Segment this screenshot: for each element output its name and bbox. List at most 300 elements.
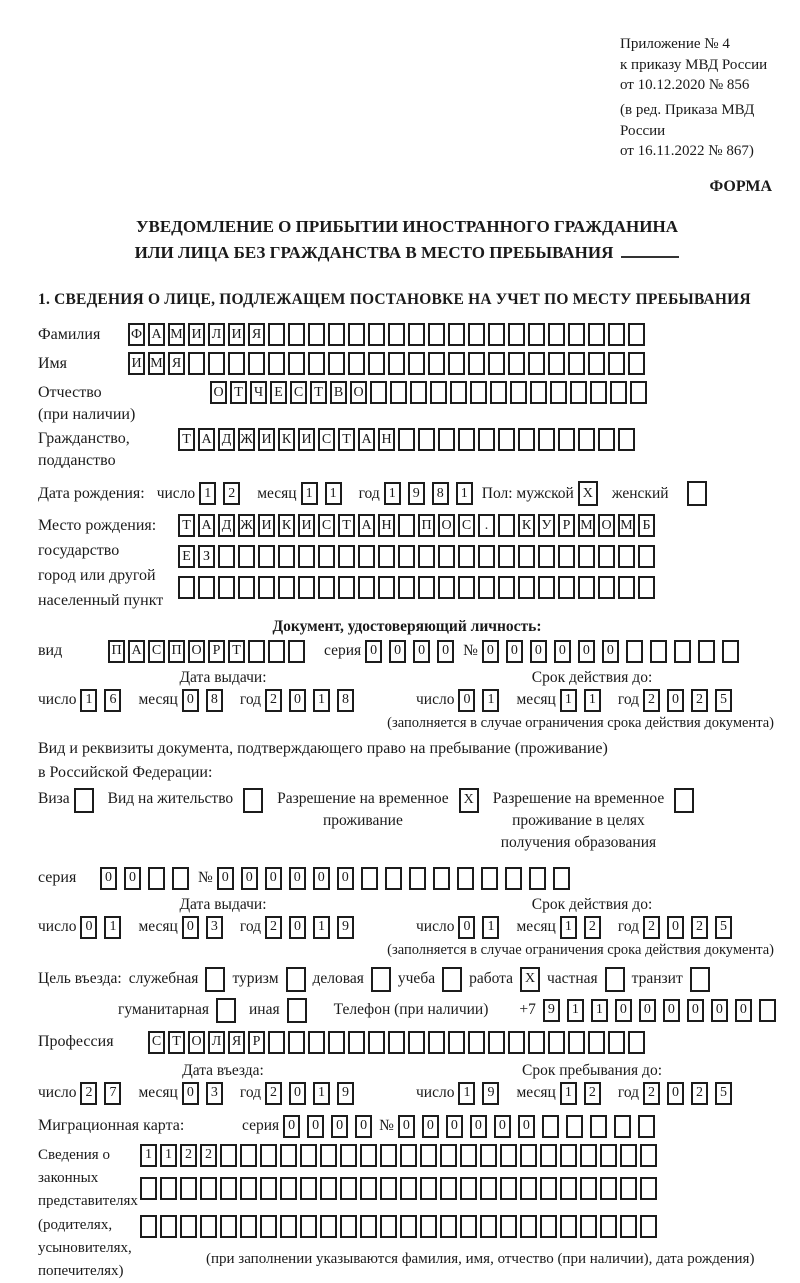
char-box[interactable]: А — [128, 640, 145, 663]
char-box[interactable] — [280, 1177, 297, 1200]
char-box[interactable]: X — [520, 967, 540, 992]
char-box[interactable]: М — [618, 514, 635, 537]
char-box[interactable] — [542, 1115, 559, 1138]
char-box[interactable] — [548, 1031, 565, 1054]
char-box[interactable]: 8 — [206, 689, 223, 712]
char-box[interactable]: И — [298, 514, 315, 537]
char-box[interactable] — [380, 1215, 397, 1238]
char-box[interactable] — [520, 1215, 537, 1238]
char-box[interactable] — [498, 428, 515, 451]
char-box[interactable]: А — [148, 323, 165, 346]
char-box[interactable]: 0 — [667, 689, 684, 712]
char-box[interactable] — [172, 867, 189, 890]
char-box[interactable]: 2 — [200, 1144, 217, 1167]
char-box[interactable]: 0 — [217, 867, 234, 890]
char-box[interactable]: 0 — [506, 640, 523, 663]
char-box[interactable] — [340, 1144, 357, 1167]
char-box[interactable] — [508, 352, 525, 375]
char-box[interactable] — [268, 323, 285, 346]
char-box[interactable] — [348, 352, 365, 375]
char-box[interactable]: 1 — [384, 482, 401, 505]
char-box[interactable]: 0 — [80, 916, 97, 939]
char-box[interactable] — [433, 867, 450, 890]
char-box[interactable]: Я — [228, 1031, 245, 1054]
char-box[interactable]: Т — [178, 514, 195, 537]
char-box[interactable] — [614, 1115, 631, 1138]
char-box[interactable] — [388, 323, 405, 346]
char-box[interactable]: Т — [178, 428, 195, 451]
char-box[interactable] — [409, 867, 426, 890]
char-box[interactable] — [348, 1031, 365, 1054]
char-box[interactable] — [568, 352, 585, 375]
char-box[interactable] — [529, 867, 546, 890]
char-box[interactable] — [540, 1215, 557, 1238]
char-box[interactable] — [610, 381, 627, 404]
char-box[interactable]: 1 — [560, 916, 577, 939]
char-box[interactable] — [398, 514, 415, 537]
char-box[interactable] — [380, 1177, 397, 1200]
char-box[interactable] — [468, 1031, 485, 1054]
char-box[interactable] — [338, 576, 355, 599]
char-box[interactable]: Т — [338, 514, 355, 537]
purpose-official-checkbox[interactable] — [205, 967, 225, 992]
char-box[interactable]: 0 — [265, 867, 282, 890]
char-box[interactable] — [74, 788, 94, 813]
char-box[interactable]: . — [478, 514, 495, 537]
char-box[interactable]: Ж — [238, 428, 255, 451]
char-box[interactable]: 0 — [687, 999, 704, 1022]
char-box[interactable] — [388, 1031, 405, 1054]
char-box[interactable] — [385, 867, 402, 890]
char-box[interactable] — [418, 545, 435, 568]
char-box[interactable] — [457, 867, 474, 890]
char-box[interactable] — [638, 545, 655, 568]
char-box[interactable]: М — [578, 514, 595, 537]
char-box[interactable] — [566, 1115, 583, 1138]
char-box[interactable] — [418, 576, 435, 599]
char-box[interactable]: 1 — [199, 482, 216, 505]
char-box[interactable]: В — [330, 381, 347, 404]
char-box[interactable] — [548, 352, 565, 375]
char-box[interactable] — [540, 1144, 557, 1167]
char-box[interactable] — [298, 545, 315, 568]
char-box[interactable] — [558, 545, 575, 568]
char-box[interactable] — [481, 867, 498, 890]
char-box[interactable]: 9 — [337, 1082, 354, 1105]
char-box[interactable]: О — [598, 514, 615, 537]
char-box[interactable] — [759, 999, 776, 1022]
char-box[interactable]: Я — [248, 323, 265, 346]
char-box[interactable]: 0 — [458, 689, 475, 712]
char-box[interactable]: Е — [178, 545, 195, 568]
char-box[interactable] — [560, 1144, 577, 1167]
char-box[interactable] — [618, 576, 635, 599]
char-box[interactable] — [318, 576, 335, 599]
char-box[interactable] — [598, 545, 615, 568]
char-box[interactable] — [358, 576, 375, 599]
char-box[interactable]: 2 — [643, 1082, 660, 1105]
char-box[interactable] — [180, 1215, 197, 1238]
char-box[interactable]: И — [258, 428, 275, 451]
char-box[interactable]: 1 — [567, 999, 584, 1022]
char-box[interactable] — [628, 323, 645, 346]
char-box[interactable]: О — [350, 381, 367, 404]
char-box[interactable] — [605, 967, 625, 992]
char-box[interactable]: 0 — [458, 916, 475, 939]
char-box[interactable]: 9 — [408, 482, 425, 505]
char-box[interactable]: З — [198, 545, 215, 568]
char-box[interactable]: Н — [378, 514, 395, 537]
char-box[interactable]: X — [578, 481, 598, 506]
char-box[interactable] — [638, 1115, 655, 1138]
char-box[interactable]: 0 — [365, 640, 382, 663]
char-box[interactable]: Ч — [250, 381, 267, 404]
char-box[interactable]: X — [459, 788, 479, 813]
char-box[interactable]: 0 — [283, 1115, 300, 1138]
char-box[interactable] — [240, 1144, 257, 1167]
char-box[interactable] — [288, 640, 305, 663]
char-box[interactable] — [618, 428, 635, 451]
char-box[interactable]: 0 — [667, 916, 684, 939]
char-box[interactable] — [300, 1177, 317, 1200]
char-box[interactable]: С — [148, 1031, 165, 1054]
char-box[interactable]: 0 — [413, 640, 430, 663]
visa-checkbox[interactable] — [74, 788, 94, 813]
char-box[interactable] — [408, 352, 425, 375]
char-box[interactable]: 3 — [206, 916, 223, 939]
char-box[interactable]: И — [258, 514, 275, 537]
char-box[interactable] — [568, 1031, 585, 1054]
char-box[interactable] — [588, 323, 605, 346]
char-box[interactable]: Т — [310, 381, 327, 404]
char-box[interactable] — [600, 1144, 617, 1167]
char-box[interactable] — [698, 640, 715, 663]
char-box[interactable]: 0 — [639, 999, 656, 1022]
char-box[interactable] — [287, 998, 307, 1023]
char-box[interactable] — [160, 1177, 177, 1200]
char-box[interactable] — [640, 1177, 657, 1200]
char-box[interactable] — [220, 1215, 237, 1238]
char-box[interactable] — [378, 576, 395, 599]
char-box[interactable]: Т — [168, 1031, 185, 1054]
char-box[interactable]: 1 — [482, 689, 499, 712]
char-box[interactable]: Л — [208, 1031, 225, 1054]
char-box[interactable]: Я — [168, 352, 185, 375]
char-box[interactable] — [508, 1031, 525, 1054]
char-box[interactable]: Н — [378, 428, 395, 451]
char-box[interactable] — [500, 1215, 517, 1238]
char-box[interactable]: 0 — [289, 1082, 306, 1105]
char-box[interactable] — [308, 352, 325, 375]
char-box[interactable] — [530, 381, 547, 404]
char-box[interactable] — [480, 1144, 497, 1167]
char-box[interactable]: И — [128, 352, 145, 375]
char-box[interactable] — [220, 1177, 237, 1200]
char-box[interactable]: К — [518, 514, 535, 537]
char-box[interactable]: 1 — [584, 689, 601, 712]
purpose-work-checkbox[interactable] — [520, 967, 540, 992]
char-box[interactable] — [580, 1144, 597, 1167]
char-box[interactable]: А — [358, 428, 375, 451]
char-box[interactable] — [590, 1115, 607, 1138]
char-box[interactable] — [180, 1177, 197, 1200]
char-box[interactable]: 1 — [313, 1082, 330, 1105]
char-box[interactable] — [320, 1177, 337, 1200]
char-box[interactable] — [480, 1177, 497, 1200]
char-box[interactable] — [248, 352, 265, 375]
char-box[interactable] — [308, 323, 325, 346]
char-box[interactable]: 1 — [325, 482, 342, 505]
char-box[interactable] — [578, 428, 595, 451]
char-box[interactable]: Р — [248, 1031, 265, 1054]
char-box[interactable] — [608, 323, 625, 346]
char-box[interactable] — [228, 352, 245, 375]
char-box[interactable] — [420, 1177, 437, 1200]
char-box[interactable]: 0 — [182, 916, 199, 939]
char-box[interactable]: 5 — [715, 1082, 732, 1105]
char-box[interactable]: Т — [230, 381, 247, 404]
char-box[interactable] — [650, 640, 667, 663]
char-box[interactable] — [580, 1215, 597, 1238]
char-box[interactable]: Р — [208, 640, 225, 663]
char-box[interactable]: 0 — [313, 867, 330, 890]
char-box[interactable]: О — [188, 640, 205, 663]
char-box[interactable] — [360, 1177, 377, 1200]
char-box[interactable] — [548, 323, 565, 346]
char-box[interactable] — [630, 381, 647, 404]
char-box[interactable]: Е — [270, 381, 287, 404]
residence-permit-checkbox[interactable] — [243, 788, 263, 813]
char-box[interactable] — [553, 867, 570, 890]
char-box[interactable]: А — [198, 428, 215, 451]
char-box[interactable] — [440, 1177, 457, 1200]
char-box[interactable]: И — [228, 323, 245, 346]
char-box[interactable]: 0 — [482, 640, 499, 663]
char-box[interactable] — [540, 1177, 557, 1200]
char-box[interactable]: А — [198, 514, 215, 537]
char-box[interactable] — [598, 576, 615, 599]
char-box[interactable] — [428, 1031, 445, 1054]
char-box[interactable] — [428, 352, 445, 375]
char-box[interactable]: 1 — [458, 1082, 475, 1105]
char-box[interactable] — [722, 640, 739, 663]
char-box[interactable]: 9 — [543, 999, 560, 1022]
char-box[interactable] — [388, 352, 405, 375]
char-box[interactable]: 7 — [104, 1082, 121, 1105]
char-box[interactable]: Ф — [128, 323, 145, 346]
char-box[interactable]: 1 — [560, 689, 577, 712]
char-box[interactable] — [620, 1215, 637, 1238]
char-box[interactable]: О — [210, 381, 227, 404]
char-box[interactable]: 1 — [456, 482, 473, 505]
char-box[interactable]: Д — [218, 428, 235, 451]
char-box[interactable] — [518, 576, 535, 599]
char-box[interactable]: 9 — [482, 1082, 499, 1105]
char-box[interactable]: 1 — [313, 689, 330, 712]
char-box[interactable]: 0 — [331, 1115, 348, 1138]
char-box[interactable]: 0 — [554, 640, 571, 663]
purpose-business-checkbox[interactable] — [371, 967, 391, 992]
char-box[interactable]: 2 — [584, 1082, 601, 1105]
char-box[interactable] — [538, 576, 555, 599]
char-box[interactable] — [208, 352, 225, 375]
char-box[interactable] — [560, 1215, 577, 1238]
char-box[interactable] — [520, 1144, 537, 1167]
char-box[interactable]: С — [148, 640, 165, 663]
char-box[interactable] — [674, 788, 694, 813]
char-box[interactable]: С — [318, 514, 335, 537]
char-box[interactable] — [408, 323, 425, 346]
char-box[interactable]: 0 — [289, 689, 306, 712]
char-box[interactable] — [380, 1144, 397, 1167]
char-box[interactable] — [608, 352, 625, 375]
char-box[interactable]: О — [438, 514, 455, 537]
char-box[interactable]: 2 — [80, 1082, 97, 1105]
char-box[interactable]: 0 — [182, 689, 199, 712]
char-box[interactable] — [280, 1215, 297, 1238]
char-box[interactable] — [460, 1144, 477, 1167]
char-box[interactable]: М — [148, 352, 165, 375]
char-box[interactable]: 0 — [355, 1115, 372, 1138]
char-box[interactable]: 0 — [602, 640, 619, 663]
char-box[interactable] — [371, 967, 391, 992]
char-box[interactable] — [558, 576, 575, 599]
char-box[interactable] — [243, 788, 263, 813]
char-box[interactable] — [338, 545, 355, 568]
char-box[interactable]: 2 — [643, 916, 660, 939]
char-box[interactable] — [288, 1031, 305, 1054]
char-box[interactable] — [488, 352, 505, 375]
char-box[interactable] — [160, 1215, 177, 1238]
sex-male-checkbox[interactable] — [578, 481, 598, 506]
char-box[interactable] — [528, 352, 545, 375]
char-box[interactable]: Р — [558, 514, 575, 537]
char-box[interactable] — [258, 576, 275, 599]
char-box[interactable] — [498, 514, 515, 537]
sex-female-checkbox[interactable] — [687, 481, 707, 506]
char-box[interactable] — [200, 1215, 217, 1238]
purpose-transit-checkbox[interactable] — [690, 967, 710, 992]
char-box[interactable] — [528, 1031, 545, 1054]
char-box[interactable] — [320, 1215, 337, 1238]
char-box[interactable]: 0 — [711, 999, 728, 1022]
char-box[interactable] — [420, 1144, 437, 1167]
char-box[interactable]: 0 — [398, 1115, 415, 1138]
char-box[interactable] — [205, 967, 225, 992]
char-box[interactable] — [361, 867, 378, 890]
char-box[interactable]: 2 — [265, 916, 282, 939]
char-box[interactable]: С — [318, 428, 335, 451]
char-box[interactable] — [508, 323, 525, 346]
char-box[interactable]: 2 — [643, 689, 660, 712]
char-box[interactable] — [240, 1177, 257, 1200]
char-box[interactable]: 0 — [578, 640, 595, 663]
char-box[interactable] — [248, 640, 265, 663]
char-box[interactable]: 2 — [180, 1144, 197, 1167]
char-box[interactable]: И — [188, 323, 205, 346]
char-box[interactable]: Б — [638, 514, 655, 537]
char-box[interactable]: П — [168, 640, 185, 663]
char-box[interactable]: 2 — [691, 689, 708, 712]
char-box[interactable] — [148, 867, 165, 890]
char-box[interactable]: Т — [228, 640, 245, 663]
char-box[interactable] — [468, 352, 485, 375]
char-box[interactable] — [608, 1031, 625, 1054]
char-box[interactable] — [340, 1215, 357, 1238]
char-box[interactable]: Ж — [238, 514, 255, 537]
char-box[interactable]: 2 — [223, 482, 240, 505]
char-box[interactable] — [318, 545, 335, 568]
char-box[interactable] — [188, 352, 205, 375]
char-box[interactable] — [618, 545, 635, 568]
char-box[interactable] — [480, 1215, 497, 1238]
char-box[interactable] — [488, 1031, 505, 1054]
char-box[interactable]: П — [418, 514, 435, 537]
char-box[interactable] — [674, 640, 691, 663]
char-box[interactable] — [420, 1215, 437, 1238]
temp-residence-education-checkbox[interactable] — [674, 788, 694, 813]
char-box[interactable] — [216, 998, 236, 1023]
char-box[interactable] — [398, 428, 415, 451]
char-box[interactable] — [588, 352, 605, 375]
char-box[interactable] — [560, 1177, 577, 1200]
char-box[interactable]: 2 — [265, 1082, 282, 1105]
temp-residence-checkbox[interactable] — [459, 788, 479, 813]
char-box[interactable]: 5 — [715, 689, 732, 712]
char-box[interactable]: 0 — [615, 999, 632, 1022]
purpose-other-checkbox[interactable] — [287, 998, 307, 1023]
char-box[interactable] — [348, 323, 365, 346]
char-box[interactable]: 0 — [470, 1115, 487, 1138]
char-box[interactable]: 1 — [560, 1082, 577, 1105]
char-box[interactable]: 2 — [265, 689, 282, 712]
char-box[interactable]: 1 — [140, 1144, 157, 1167]
char-box[interactable]: К — [278, 428, 295, 451]
char-box[interactable]: 2 — [691, 916, 708, 939]
char-box[interactable]: 0 — [182, 1082, 199, 1105]
char-box[interactable]: 2 — [584, 916, 601, 939]
char-box[interactable]: Т — [338, 428, 355, 451]
char-box[interactable] — [280, 1144, 297, 1167]
char-box[interactable] — [638, 576, 655, 599]
char-box[interactable] — [600, 1177, 617, 1200]
char-box[interactable] — [298, 576, 315, 599]
char-box[interactable] — [288, 352, 305, 375]
char-box[interactable] — [448, 323, 465, 346]
char-box[interactable] — [400, 1177, 417, 1200]
char-box[interactable] — [178, 576, 195, 599]
char-box[interactable] — [418, 428, 435, 451]
char-box[interactable] — [448, 352, 465, 375]
char-box[interactable] — [400, 1215, 417, 1238]
char-box[interactable] — [490, 381, 507, 404]
char-box[interactable]: А — [358, 514, 375, 537]
char-box[interactable] — [550, 381, 567, 404]
char-box[interactable]: 1 — [482, 916, 499, 939]
char-box[interactable] — [320, 1144, 337, 1167]
char-box[interactable] — [368, 323, 385, 346]
char-box[interactable] — [438, 545, 455, 568]
char-box[interactable] — [500, 1144, 517, 1167]
char-box[interactable] — [300, 1144, 317, 1167]
char-box[interactable]: 0 — [337, 867, 354, 890]
char-box[interactable]: 0 — [663, 999, 680, 1022]
char-box[interactable] — [268, 1031, 285, 1054]
char-box[interactable] — [458, 576, 475, 599]
char-box[interactable]: 0 — [100, 867, 117, 890]
char-box[interactable] — [470, 381, 487, 404]
char-box[interactable] — [598, 428, 615, 451]
